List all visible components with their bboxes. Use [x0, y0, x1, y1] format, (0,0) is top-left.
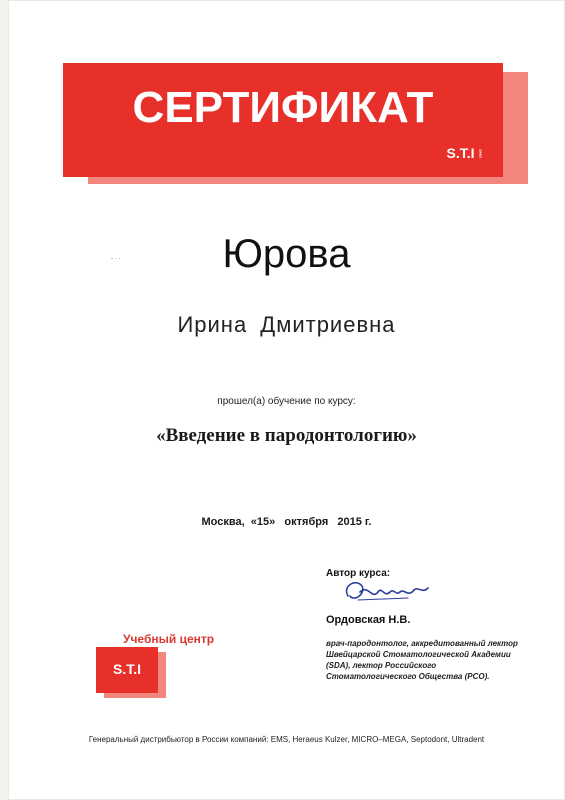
author-name: Ордовская Н.В.	[326, 614, 411, 626]
recipient-given-name: Ирина Дмитриевна	[177, 312, 396, 337]
author-label: Автор курса:	[326, 568, 391, 579]
distributor-footer: Генеральный дистрибьютор в России компаний: EMS, Heraeus Kulzer, MICRO–MEGA, Septodont, Ultradent	[88, 735, 485, 744]
certificate-title: СЕРТИФИКАТ	[132, 83, 434, 132]
scan-specks: - · ·	[111, 256, 121, 262]
training-center-logo	[96, 647, 158, 693]
course-intro: прошел(а) обучение по курсу:	[217, 396, 356, 407]
course-title: «Введение в пародонтологию»	[156, 425, 417, 446]
author-signature	[338, 574, 438, 610]
training-center-label: Учебный центр	[123, 632, 215, 646]
author-description: врач-пародонтолог, аккредитованный лектор Швейцарской Стоматологической Академии (SDA), лектор Российского Стоматологического Общества (РСО).	[326, 639, 518, 681]
certificate-sheet	[8, 0, 565, 800]
training-center-logo-text: S.T.I	[112, 661, 141, 677]
sti-logo-sub: dent	[477, 149, 483, 158]
issue-date: Москва, «15» октября 2015 г.	[201, 516, 372, 528]
recipient-surname: Юрова	[222, 232, 351, 276]
sti-logo	[447, 145, 483, 161]
certificate-banner	[63, 63, 503, 177]
sti-logo-text: S.T.I	[446, 145, 475, 161]
